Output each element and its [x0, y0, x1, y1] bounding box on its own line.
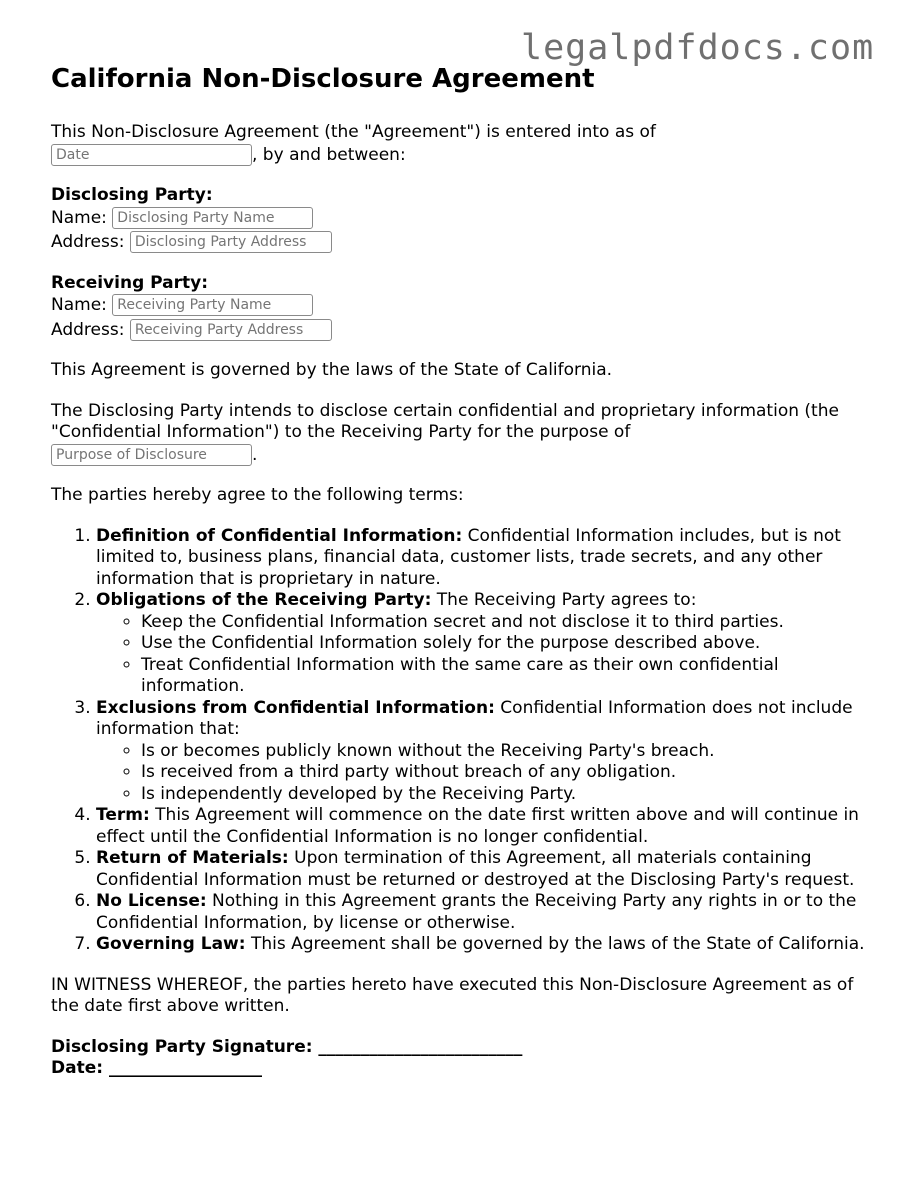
intro-text: This Non-Disclosure Agreement (the "Agreement") is entered into as of — [51, 122, 656, 142]
document-page — [51, 62, 871, 1080]
sublist-item: ◦ Is or becomes publicly known without the Receiving Party's breach. — [141, 741, 871, 763]
term-title: Term: — [96, 805, 150, 825]
term-text: This Agreement will commence on the date first written above and will continue in effect until the Confidential Information is no longer confidential. — [96, 805, 859, 847]
term-text: Confidential Information does not include information that: — [96, 697, 853, 739]
term-title: Obligations of the Receiving Party: — [96, 590, 432, 610]
disclosing-party-name-field[interactable] — [112, 207, 313, 229]
term-title: Return of Materials: — [96, 848, 289, 868]
watermark-logo: legalpdfdocs.com — [521, 28, 875, 68]
address-label: Address: — [51, 232, 125, 252]
disclosing-party-heading: Disclosing Party: — [51, 185, 213, 205]
governed-paragraph: This Agreement is governed by the laws of the State of California. — [51, 360, 613, 380]
intro-paragraph — [51, 122, 871, 166]
receiving-party-address-field[interactable] — [130, 319, 332, 341]
name-label: Name: — [51, 207, 107, 228]
term-sublist — [96, 741, 871, 806]
term-item — [96, 934, 871, 956]
term-text: This Agreement shall be governed by the laws of the State of California. — [245, 934, 865, 954]
receiving-name-row — [51, 294, 871, 317]
term-title: Governing Law: — [96, 934, 246, 954]
term-item — [96, 590, 871, 698]
purpose-field[interactable] — [51, 444, 252, 466]
term-title: Exclusions from Confidential Information: — [96, 697, 495, 718]
term-text: Upon termination of this Agreement, all materials containing Confidential Information must be returned or destroyed at the Disclosing Party's request. — [96, 848, 855, 890]
date-field[interactable] — [51, 144, 252, 166]
disclosing-address-row — [51, 231, 871, 254]
disclosing-name-row — [51, 207, 871, 230]
term-title: Definition of Confidential Information: — [96, 525, 463, 546]
intro-text-after: , by and between: — [252, 144, 406, 165]
term-sublist — [96, 612, 871, 698]
document-title: California Non-Disclosure Agreement — [51, 64, 595, 94]
term-text: Nothing in this Agreement grants the Receiving Party any rights in or to the Confidential Information, by license or otherwise. — [96, 891, 857, 933]
term-title: No License: — [96, 891, 207, 911]
witness-paragraph: IN WITNESS WHEREOF, the parties hereto have executed this Non-Disclosure Agreement as of the date first above written. — [51, 974, 854, 1016]
terms-list — [51, 526, 871, 956]
name-label: Name: — [51, 295, 107, 315]
term-item — [96, 848, 871, 891]
receiving-party-heading: Receiving Party: — [51, 272, 209, 293]
receiving-party-name-field[interactable] — [112, 294, 313, 316]
receiving-party-section — [51, 273, 871, 342]
disclosing-party-address-field[interactable] — [130, 231, 332, 253]
term-text: Confidential Information includes, but is not limited to, business plans, financial data, customer lists, trade secrets, and any other information that is proprietary in nature. — [96, 525, 841, 589]
sublist-item: ◦ Treat Confidential Information with the same care as their own confidential information. — [141, 655, 871, 698]
purpose-text: The Disclosing Party intends to disclose certain confidential and proprietary information (the "Confidential Information") to the Receiving Party for the purpose of — [51, 400, 839, 442]
sublist-item: ◦ Is independently developed by the Receiving Party. — [141, 784, 871, 806]
term-text: The Receiving Party agrees to: — [431, 590, 697, 610]
address-label: Address: — [51, 319, 125, 340]
receiving-address-row — [51, 319, 871, 342]
purpose-text-after: . — [252, 444, 258, 465]
sublist-item: ◦ Keep the Confidential Information secret and not disclose it to third parties. — [141, 612, 871, 634]
signature-line: Disclosing Party Signature: ________________________ — [51, 1036, 523, 1057]
sublist-item: ◦ Is received from a third party without breach of any obligation. — [141, 762, 871, 784]
term-item — [96, 891, 871, 934]
terms-intro: The parties hereby agree to the following terms: — [51, 485, 464, 505]
signature-date-line: Date: __________________ — [51, 1058, 262, 1078]
term-item — [96, 526, 871, 591]
disclosing-party-section — [51, 185, 871, 254]
sublist-item: ◦ Use the Confidential Information solely for the purpose described above. — [141, 633, 871, 655]
term-item — [96, 805, 871, 848]
purpose-paragraph — [51, 401, 871, 467]
term-item — [96, 698, 871, 806]
